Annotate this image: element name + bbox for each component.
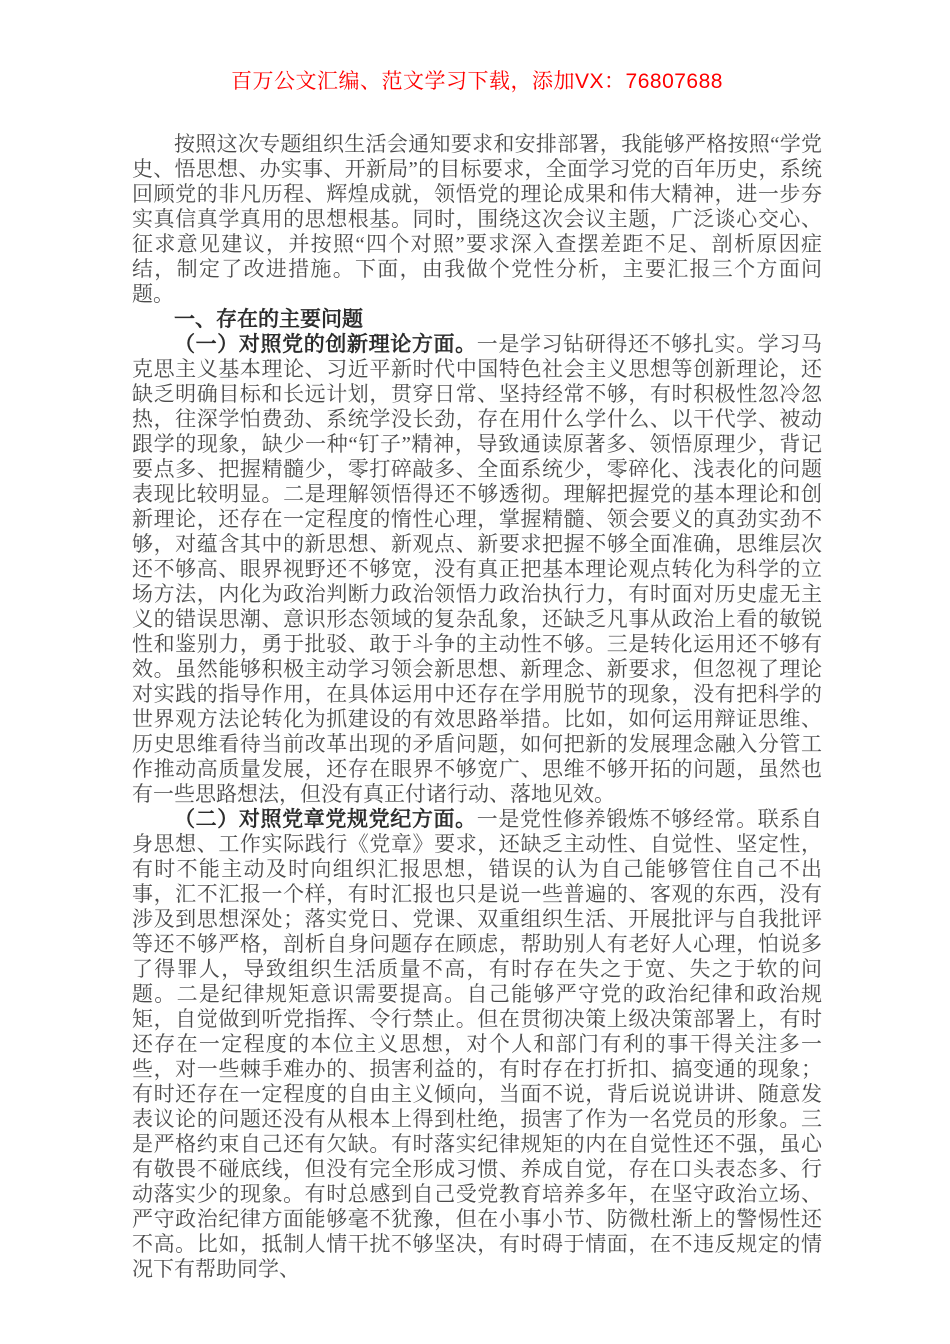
paragraph-lead: （一）对照党的创新理论方面。 <box>174 332 477 356</box>
paragraph <box>132 332 822 807</box>
section-heading <box>132 307 822 332</box>
document-content <box>132 132 822 1282</box>
paragraph-lead: （二）对照党章党规党纪方面。 <box>174 807 477 831</box>
paragraph <box>132 807 822 1282</box>
heading-text: 一、存在的主要问题 <box>174 307 363 331</box>
promo-banner: 百万公文汇编、范文学习下载，添加VX：76807688 <box>231 70 723 93</box>
paragraph-text: 一是学习钻研得还不够扎实。学习马克思主义基本理论、习近平新时代中国特色社会主义思想等创新理论，还缺乏明确目标和长远计划，贯穿日常、坚持经常不够，有时积极性忽冷忽热，往深学怕费劲、系统学没长劲，存在用什么学什么、以干代学、被动跟学的现象，缺少一种“钉子”精神，导致通读原著多、领悟原理少，背记要点多、把握精髓少，零打碎敲多、全面系统少，零碎化、浅表化的问题表现比较明显。二是理解领悟得还不够透彻。理解把握党的基本理论和创新理论，还存在一定程度的惰性心理，掌握精髓、领会要义的真劲实劲不够，对蕴含其中的新思想、新观点、新要求把握不够全面准确，思维层次还不够高、眼界视野还不够宽，没有真正把基本理论观点转化为科学的立场方法，内化为政治判断力政治领悟力政治执行力，有时面对历史虚无主义的错误思潮、意识形态领域的复杂乱象，还缺乏凡事从政治上看的敏锐性和鉴别力，勇于批驳、敢于斗争的主动性不够。三是转化运用还不够有效。虽然能够积极主动学习领会新思想、新理念、新要求，但忽视了理论对实践的指导作用，在具体运用中还存在学用脱节的现象，没有把科学的世界观方法论转化为抓建设的有效思路举措。比如，如何运用辩证思维、历史思维看待当前改革出现的矛盾问题，如何把新的发展理念融入分管工作推动高质量发展，还存在眼界不够宽广、思维不够开拓的问题，虽然也有一些思路想法，但没有真正付诸行动、落地见效。 <box>132 332 823 806</box>
paragraph-text: 一是党性修养锻炼不够经常。联系自身思想、工作实际践行《党章》要求，还缺乏主动性、自觉性、坚定性，有时不能主动及时向组织汇报思想，错误的认为自己能够管住自己不出事，汇不汇报一个样，有时汇报也只是说一些普遍的、客观的东西，没有涉及到思想深处；落实党日、党课、双重组织生活、开展批评与自我批评等还不够严格，剖析自身问题存在顾虑，帮助别人有老好人心理，怕说多了得罪人，导致组织生活质量不高，有时存在失之于宽、失之于软的问题。二是纪律规矩意识需要提高。自己能够严守党的政治纪律和政治规矩，自觉做到听党指挥、令行禁止。但在贯彻决策上级决策部署上，有时还存在一定程度的本位主义思想，对个人和部门有利的事干得关注多一些，对一些棘手难办的、损害利益的，有时存在打折扣、搞变通的现象；有时还存在一定程度的自由主义倾向，当面不说，背后说说讲讲、随意发表议论的问题还没有从根本上得到杜绝，损害了作为一名党员的形象。三是严格约束自己还有欠缺。有时落实纪律规矩的内在自觉性还不强，虽心有敬畏不碰底线，但没有完全形成习惯、养成自觉，存在口头表态多、行动落实少的现象。有时总感到自己受党教育培养多年，在坚守政治立场、严守政治纪律方面能够毫不犹豫，但在小事小节、防微杜渐上的警惕性还不高。比如，抵制人情干扰不够坚决，有时碍于情面，在不违反规定的情况下有帮助同学、 <box>132 807 823 1281</box>
paragraph <box>132 132 822 307</box>
paragraph-text: 按照这次专题组织生活会通知要求和安排部署，我能够严格按照“学党史、悟思想、办实事、开新局”的目标要求，全面学习党的百年历史，系统回顾党的非凡历程、辉煌成就，领悟党的理论成果和伟大精神，进一步夯实真信真学真用的思想根基。同时，围绕这次会议主题，广泛谈心交心、征求意见建议，并按照“四个对照”要求深入查摆差距不足、剖析原因症结，制定了改进措施。下面，由我做个党性分析，主要汇报三个方面问题。 <box>132 132 822 306</box>
